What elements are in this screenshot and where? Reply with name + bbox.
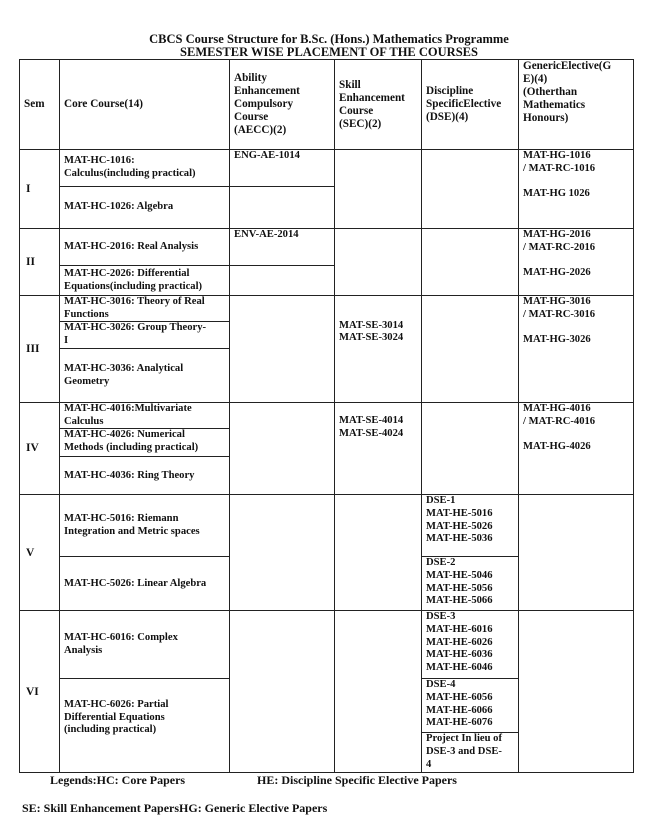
core-course: MAT-HC-5016: Riemann Integration and Metric spaces	[60, 495, 230, 557]
aecc-course: ENG-AE-1014	[230, 150, 335, 187]
sec-cell	[335, 495, 422, 611]
table-row	[20, 150, 634, 187]
dse-group: DSE-3 MAT-HE-6016 MAT-HE-6026 MAT-HE-6036 MAT-HE-6046	[422, 611, 519, 679]
core-course: MAT-HC-1026: Algebra	[60, 187, 230, 229]
ge-course: MAT-HG-3016 / MAT-RC-3016 MAT-HG-3026	[519, 296, 634, 403]
core-course: MAT-HC-5026: Linear Algebra	[60, 557, 230, 611]
dse-group: DSE-4 MAT-HE-6056 MAT-HE-6066 MAT-HE-6076	[422, 679, 519, 733]
ge-course: MAT-HG-1016 / MAT-RC-1016 MAT-HG 1026	[519, 150, 634, 229]
sem-label: II	[20, 229, 60, 296]
course-structure-table	[19, 59, 634, 773]
header-ge: GenericElective(G E)(4) (Otherthan Mathematics Honours)	[519, 60, 634, 150]
core-course: MAT-HC-3016: Theory of Real Functions	[60, 296, 230, 322]
core-course: MAT-HC-6016: Complex Analysis	[60, 611, 230, 679]
table-row	[20, 229, 634, 266]
dse-cell	[422, 229, 519, 296]
table-row	[20, 495, 634, 557]
legend-he: HE: Discipline Specific Elective Papers	[257, 773, 457, 787]
dse-cell	[422, 150, 519, 229]
header-core: Core Course(14)	[60, 60, 230, 150]
sem-label: III	[20, 296, 60, 403]
sec-cell	[335, 611, 422, 773]
sem-label: VI	[20, 611, 60, 773]
sec-cell	[335, 150, 422, 229]
dse-group: DSE-2 MAT-HE-5046 MAT-HE-5056 MAT-HE-5066	[422, 557, 519, 611]
header-sem: Sem	[20, 60, 60, 150]
aecc-cell	[230, 296, 335, 403]
document-title: CBCS Course Structure for B.Sc. (Hons.) Mathematics Programme	[149, 32, 509, 46]
aecc-cell	[230, 266, 335, 296]
core-course: MAT-HC-6026: Partial Differential Equations (including practical)	[60, 679, 230, 773]
ge-course: MAT-HG-4016 / MAT-RC-4016 MAT-HG-4026	[519, 403, 634, 495]
table-row	[20, 611, 634, 679]
core-course: MAT-HC-2016: Real Analysis	[60, 229, 230, 266]
core-course: MAT-HC-4016:Multivariate Calculus	[60, 403, 230, 429]
table-row	[20, 403, 634, 429]
header-row	[20, 60, 634, 150]
sec-course: MAT-SE-3014 MAT-SE-3024	[335, 296, 422, 403]
table-row	[20, 296, 634, 322]
aecc-cell	[230, 495, 335, 611]
dse-cell	[422, 403, 519, 495]
dse-cell	[422, 296, 519, 403]
sec-course: MAT-SE-4014 MAT-SE-4024	[335, 403, 422, 495]
core-course: MAT-HC-3036: Analytical Geometry	[60, 349, 230, 403]
sem-label: V	[20, 495, 60, 611]
ge-cell	[519, 495, 634, 611]
core-course: MAT-HC-2026: Differential Equations(including practical)	[60, 266, 230, 296]
header-sec: Skill Enhancement Course (SEC)(2)	[335, 60, 422, 150]
document-subtitle: SEMESTER WISE PLACEMENT OF THE COURSES	[180, 45, 478, 59]
ge-cell	[519, 611, 634, 773]
sem-label: IV	[20, 403, 60, 495]
header-dse: Discipline SpecificElective (DSE)(4)	[422, 60, 519, 150]
dse-project: Project In lieu of DSE-3 and DSE- 4	[422, 733, 519, 773]
header-aecc: Ability Enhancement Compulsory Course (AECC)(2)	[230, 60, 335, 150]
core-course: MAT-HC-4036: Ring Theory	[60, 457, 230, 495]
aecc-course: ENV-AE-2014	[230, 229, 335, 266]
dse-group: DSE-1 MAT-HE-5016 MAT-HE-5026 MAT-HE-5036	[422, 495, 519, 557]
aecc-cell	[230, 611, 335, 773]
legend-hc: Legends:HC: Core Papers	[50, 773, 186, 787]
core-course: MAT-HC-4026: Numerical Methods (including practical)	[60, 429, 230, 457]
sem-label: I	[20, 150, 60, 229]
aecc-cell	[230, 187, 335, 229]
aecc-cell	[230, 403, 335, 495]
legend-se-hg: SE: Skill Enhancement PapersHG: Generic Elective Papers	[22, 801, 328, 815]
ge-course: MAT-HG-2016 / MAT-RC-2016 MAT-HG-2026	[519, 229, 634, 296]
core-course: MAT-HC-1016: Calculus(including practical)	[60, 150, 230, 187]
core-course: MAT-HC-3026: Group Theory- I	[60, 322, 230, 349]
sec-cell	[335, 229, 422, 296]
